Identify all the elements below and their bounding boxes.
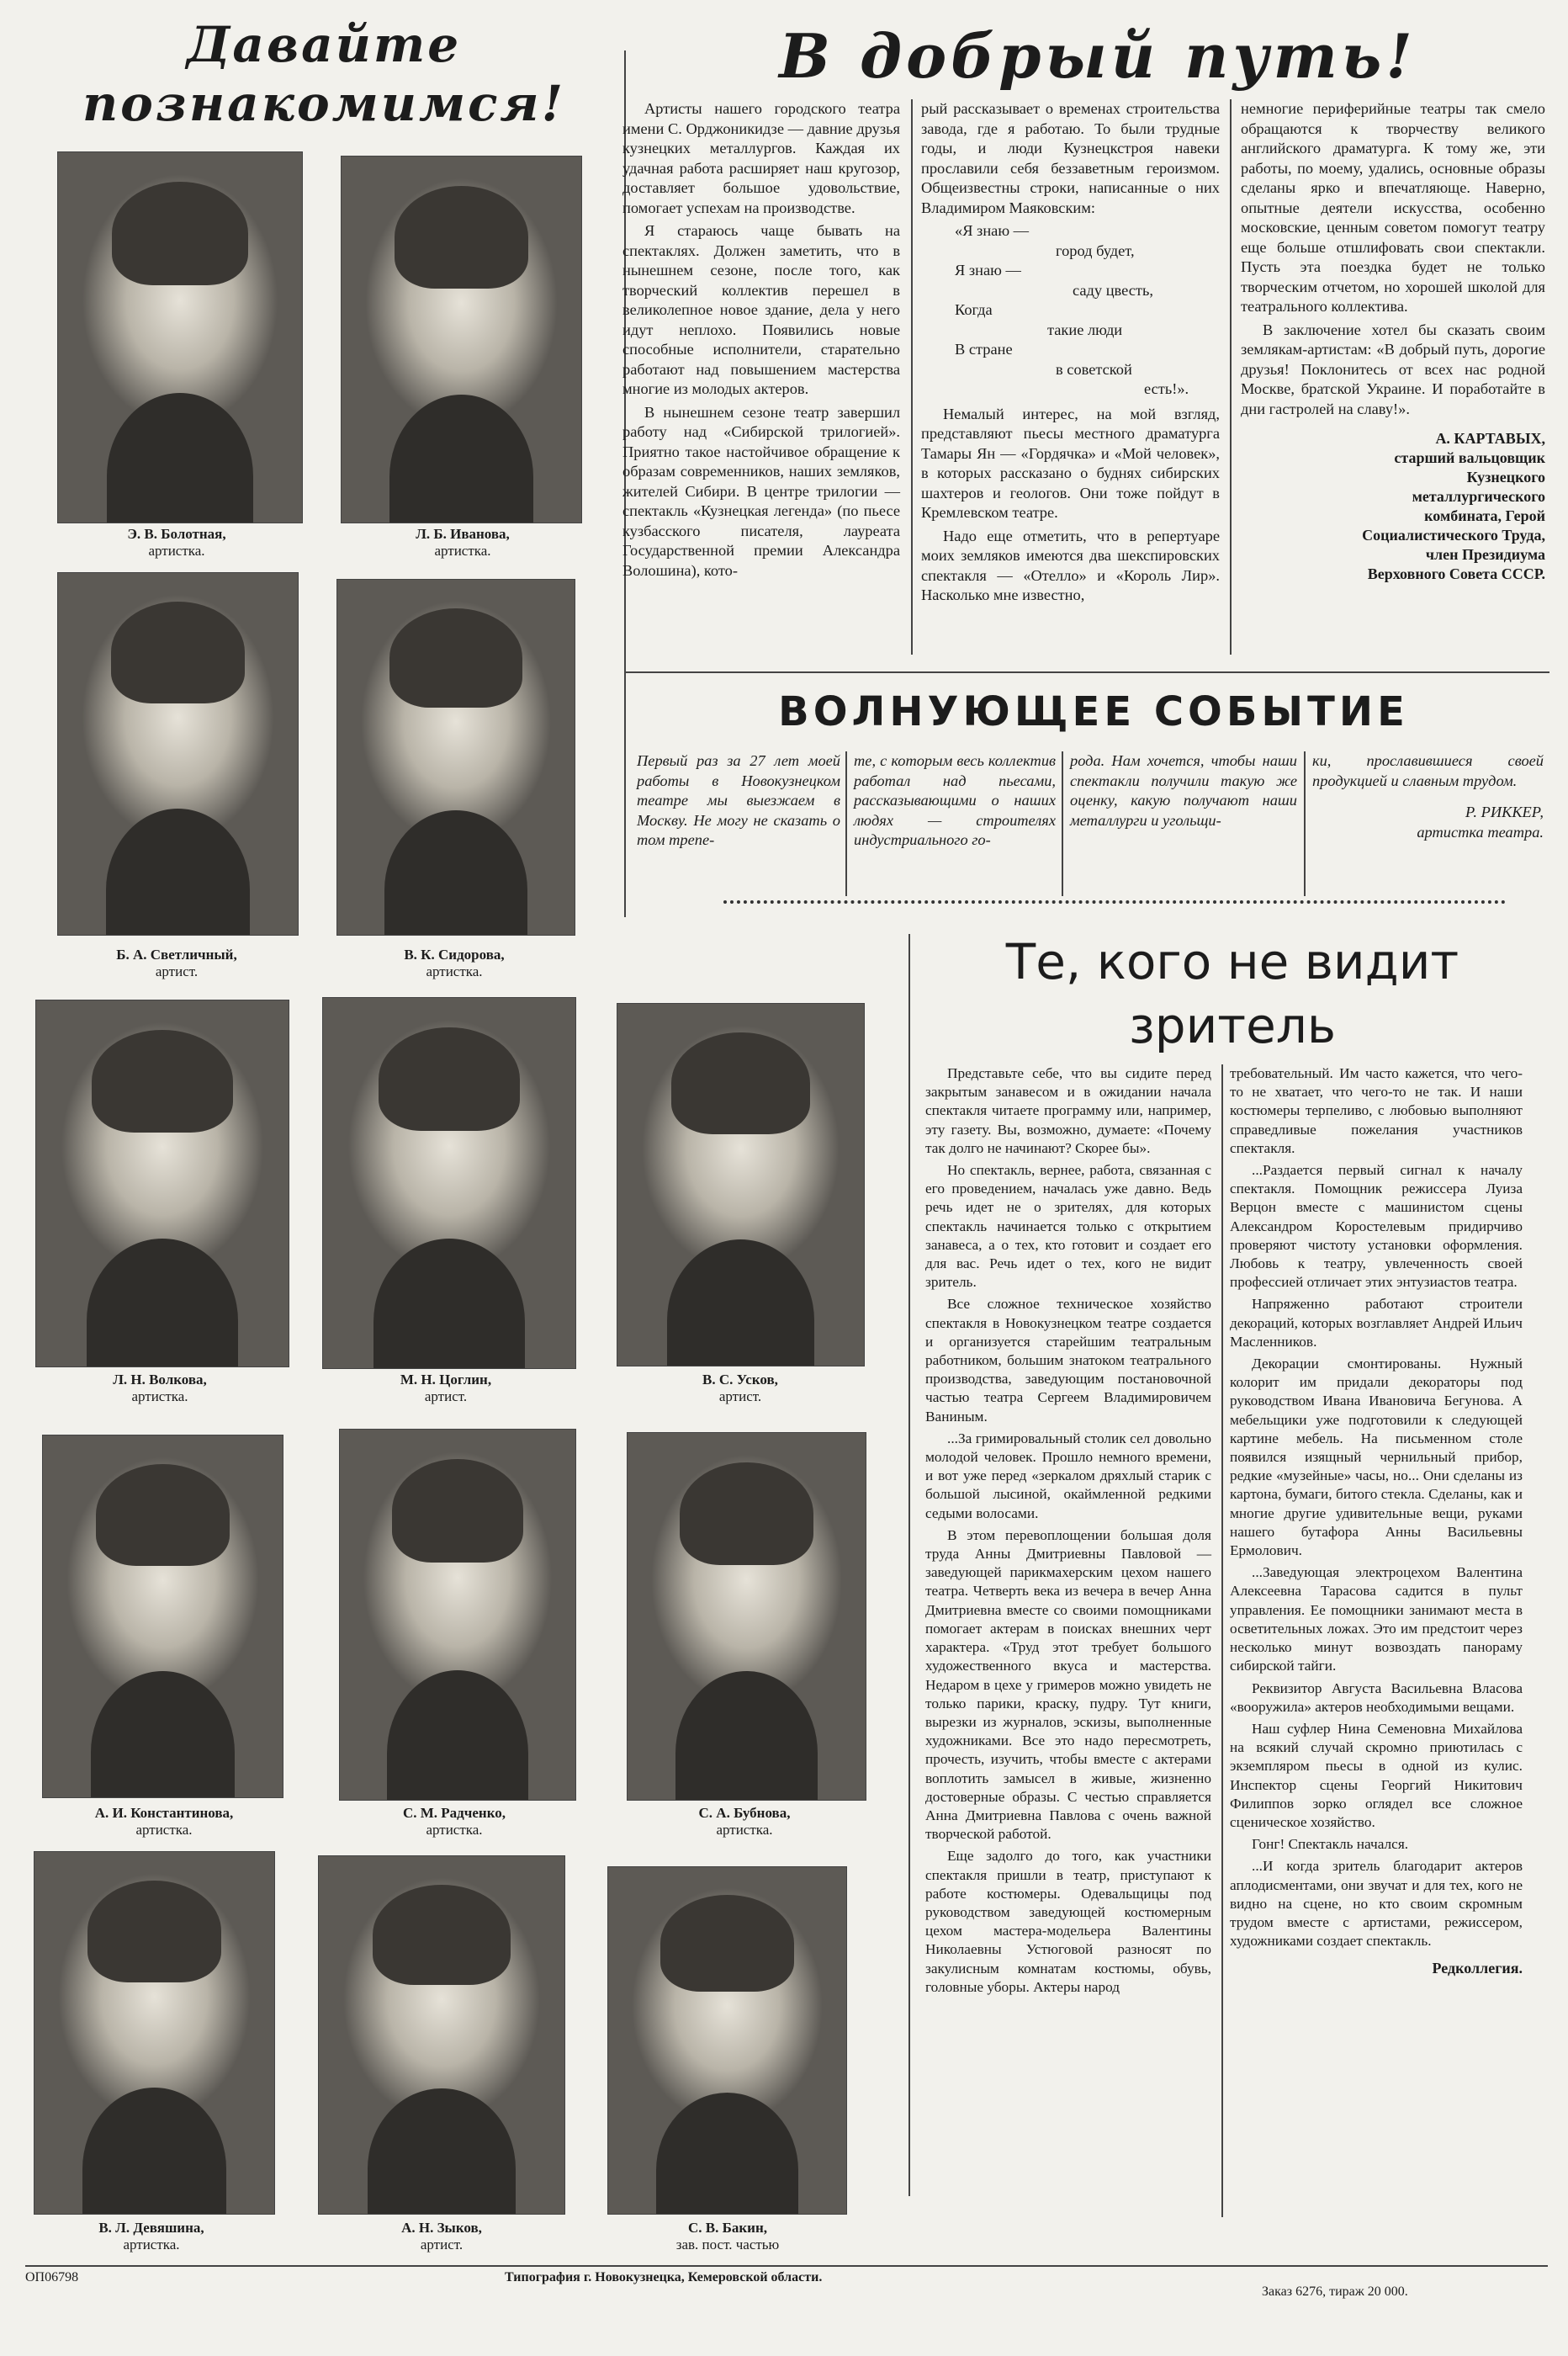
article2-column3: рода. Нам хочется, чтобы наши спектакли получили такую же оценку, какую получают наши металлурги и угольщи- bbox=[1070, 752, 1297, 829]
article1-signature: А. КАРТАВЫХ, старший вальцовщик Кузнецкого металлургического комбината, Герой Социалистического Труда, член Президиума Верховного Совета СССР. bbox=[1362, 430, 1545, 582]
article2-signature: Р. РИККЕР, артистка театра. bbox=[1417, 804, 1544, 841]
article1-column1: Артисты нашего городского театра имени С. Орджоникидзе — давние друзья кузнецких металлургов. Каждая их удачная работа расширяет наш кругозор, доставляет большое удовольствие, помогает успехам на производстве. Я стараюсь чаще бывать на спектаклях. Должен заметить, что в нынешнем сезоне, после того, как творческий коллектив перешел в великолепное новое здание, дела у него идут неплохо. Появились новые способные исполнители, старательно работают над повышением мастерства многие из молодых актеров. В нынешнем сезоне театр завершил работу над «Сибирской трилогией». Приятно такое настойчивое обращение к образам современников, наших земляков, жителей Сибири. В центре трилогии — спектакль «Кузнецкая легенда» (по пьесе кузбасского писателя, лауреата Государственной премии Александра Волошина), кото- bbox=[622, 100, 900, 579]
article3-column1: Представьте себе, что вы сидите перед закрытым занавесом и в ожидании начала спектакля читаете программу или, например, эту газету. Вы, возможно, думаете: «Почему так долго не начинают? Скорее бы». Но спектакль, вернее, работа, связанная с его проведением, началась уже давно. Ведь речь идет не о зрителях, для которых спектакль начинается только с открытием занавеса, а о тех, кто готовит и создает его для вас. Речь идет о тех, кого не видит зритель. Все сложное техническое хозяйство спектакля в Новокузнецком театре создается и организуется старейшим театральным работником, большим знатоком театрального производства, заведующим постановочной частью театра Сергеем Владимировичем Ваниным. ...За гримировальный столик сел довольно молодой человек. Прошло немного времени, и вот уже перед «зеркалом дряхлый старик с большой лысиной, окаймленной редкими седыми волосами. В этом перевоплощении большая доля труда Анны Дмитриевны Павловой — заведующей парикмахерским цехом нашего театра. Четверть века из вечера в вечер Анна Дмитриевна вместе со своими помощниками помогает актерам в поисках внешних черт характера. «Труд этот требует большого художественного вкуса и мастерства. Недаром в цехе у гримеров можно увидеть не только парики, краску, пудру. Тут книги, вырезки из журналов, эскизы, выполненные художниками. Все это надо пересмотреть, прочесть, изучить, чтобы вместе с актерами воплотить замысел в живые, жизненно достоверные образы. С честью справляется Анна Дмитриевна Павлова с очень важной творческой работой. Еще задолго до того, как участники спектакля пришли в театр, приступают к работе костюмеры. Одевальщицы под руководством заведующей костюмерным цехом мастера-модельера Валентины Николаевны Устюговой разносят по закулисным комнатам костюмы, обувь, головные уборы. Актеры народ bbox=[925, 1065, 1211, 1995]
portrait-caption: А. Н. Зыков, артист. bbox=[401, 2220, 482, 2253]
portrait-photo bbox=[339, 1429, 576, 1801]
portrait-photo bbox=[318, 1855, 565, 2215]
article1-title: В добрый путь! bbox=[779, 20, 1417, 92]
footer-order: Заказ 6276, тираж 20 000. bbox=[1262, 2284, 1408, 2299]
column-rule bbox=[1062, 751, 1063, 896]
portrait-photo bbox=[35, 1000, 289, 1367]
portrait-caption: В. Л. Девяшина, артистка. bbox=[98, 2220, 204, 2253]
portrait-photo bbox=[617, 1003, 865, 1366]
column-rule bbox=[1230, 99, 1232, 655]
article2-column4: ки, прославившиеся своей продукцией и славным трудом. Р. РИККЕР, артистка театра. bbox=[1312, 751, 1544, 842]
article3-title bbox=[908, 930, 1556, 1058]
column-rule bbox=[1221, 1064, 1223, 2217]
portrait-caption: М. Н. Цоглин, артист. bbox=[400, 1372, 492, 1404]
article2-title: ВОЛНУЮЩЕЕ СОБЫТИЕ bbox=[778, 688, 1409, 735]
portrait-photo bbox=[57, 151, 303, 523]
left-title-line2: познакомимся! bbox=[82, 75, 566, 132]
column-rule bbox=[845, 751, 847, 896]
section-rule bbox=[624, 671, 1549, 673]
portrait-photo bbox=[57, 572, 299, 936]
column-divider bbox=[908, 934, 910, 2196]
portrait-caption: Л. Н. Волкова, артистка. bbox=[113, 1372, 207, 1404]
portrait-caption: С. М. Радченко, артистка. bbox=[402, 1805, 506, 1838]
portrait-caption: В. С. Усков, артист. bbox=[702, 1372, 778, 1404]
portrait-photo bbox=[607, 1866, 847, 2215]
portrait-photo bbox=[627, 1432, 866, 1801]
portrait-photo bbox=[34, 1851, 275, 2215]
portrait-photo bbox=[42, 1435, 283, 1798]
footer-printer: Типография г. Новокузнецка, Кемеровской области. bbox=[505, 2270, 823, 2284]
article2-column2: те, с которым весь коллектив работал над пьесами, рассказывающими о наших людях — строителях индустриального го- bbox=[854, 752, 1056, 848]
portrait-caption: Б. А. Светличный, артист. bbox=[116, 947, 237, 979]
article3-signature: Редколлегия. bbox=[1432, 1960, 1523, 1977]
portrait-caption: Э. В. Болотная, артистка. bbox=[127, 526, 226, 559]
footer-code: ОП06798 bbox=[25, 2270, 79, 2284]
portrait-caption: С. В. Бакин, зав. пост. частью bbox=[675, 2220, 780, 2253]
portrait-caption: С. А. Бубнова, артистка. bbox=[698, 1805, 791, 1838]
portrait-photo bbox=[341, 156, 582, 523]
portrait-photo bbox=[336, 579, 575, 936]
portrait-caption: Л. Б. Иванова, артистка. bbox=[416, 526, 510, 559]
poem: «Я знаю — город будет, Я знаю — саду цвесть, Когда такие люди В стране в советской есть!». bbox=[955, 222, 1189, 397]
left-title-line1: Давайте bbox=[186, 16, 462, 73]
column-rule bbox=[911, 99, 913, 655]
article1-column2: рый рассказывает о временах строительства завода, где я работаю. То были трудные годы, и люди Кузнецкстроя навеки прославили себя беззаветным героизмом. Общеизвестны строки, написанные о них Владимиром Маяковским: «Я знаю — город будет, Я знаю — саду цвесть, Когда такие люди В стране в советской есть!». Немалый интерес, на мой взгляд, представляют пьесы местного драматурга Тамары Ян — «Гордячка» и «Мой человек», в которых рассказано о буднях сибирских шахтеров и геологов. Они тоже пойдут в Кремлевском театре. Надо еще отметить, что в репертуаре моих земляков имеются два шекспировских спектакля — «Отелло» и «Король Лир». Насколько мне известно, bbox=[921, 100, 1220, 603]
dotted-rule bbox=[723, 900, 1506, 904]
footer-rule bbox=[25, 2265, 1548, 2267]
article1-column3: немногие периферийные театры так смело обращаются к творчеству великого английского драматурга. К тому же, эти работы, по моему, удались, основные образы сделаны ярко и впечатляюще. Наверно, опытные деятели искусства, особенно московские, ценным советом помогут театру еще больше отшлифовать свои спектакли. Пусть эта поездка будет не только творческим отчетом, но хорошей школой для театрального коллектива. В заключение хотел бы сказать своим землякам-артистам: «В добрый путь, дорогие друзья! Поклонитесь от всех нас родной Москве, братской Украине. И поработайте в дни гастролей на славу!». А. КАРТАВЫХ, старший вальцовщик Кузнецкого металлургического комбината, Герой Социалистического Труда, член Президиума Верховного Совета СССР. bbox=[1241, 100, 1545, 582]
article3-title-line1: Те, кого не видит bbox=[1005, 933, 1459, 990]
article3-title-line2: зритель bbox=[1128, 997, 1337, 1054]
portrait-caption: А. И. Константинова, артистка. bbox=[94, 1805, 234, 1838]
article3-column2: требовательный. Им часто кажется, что чего-то не хватает, что чего-то не так. И наши костюмеры терпеливо, с любовью выполняют справедливые пожелания участников спектакля. ...Раздается первый сигнал к началу спектакля. Помощник режиссера Луиза Верцон вместе с машинистом сцены Александром Коростелевым придирчиво проверяют чистоту установки оформления. Любовь к театру, увлеченность своей профессией отличает этих энтузиастов театра. Напряженно работают строители декораций, которых возглавляет Андрей Ильич Масленников. Декорации смонтированы. Нужный колорит им придали декораторы под руководством Ивана Ивановича Бегунова. А мебельщики уже подготовили к следующей картине мебель. На письменном столе появился изящный чернильный прибор, редкие «музейные» часы, но... Они сделаны из картона, бумаги, битого стекла. Сделаны, как и многие другие удивительные вещи, руками нашего бутафора Анны Васильевны Ермолович. ...Заведующая электроцехом Валентина Алексеевна Тарасова садится в пульт управления. Ее помощники занимают места в осветительных ложах. Это им предстоит через несколько минут возвоздать панораму сибирской тайги. Реквизитор Августа Васильевна Власова «вооружила» актеров необходимыми вещами. Наш суфлер Нина Семеновна Михайлова на всякий случай скромно приютилась с экземпляром пьесы в одной из кулис. Инспектор сцены Георгий Никитович Филиппов зорко оглядел все сложное сценическое хозяйство. Гонг! Спектакль начался. ...И когда зритель благодарит актеров аплодисментами, они звучат и для тех, кого не видно на сцене, но кто своим скромным трудом вместе с артистами, режиссером, художниками создает спектакль. Редколлегия. bbox=[1230, 1065, 1523, 1977]
portrait-photo bbox=[322, 997, 576, 1369]
column-rule bbox=[1304, 751, 1306, 896]
article2-column1: Первый раз за 27 лет моей работы в Новокузнецком театре мы выезжаем в Москву. Не могу не сказать о том трепе- bbox=[637, 752, 840, 848]
portrait-caption: В. К. Сидорова, артистка. bbox=[404, 947, 505, 979]
